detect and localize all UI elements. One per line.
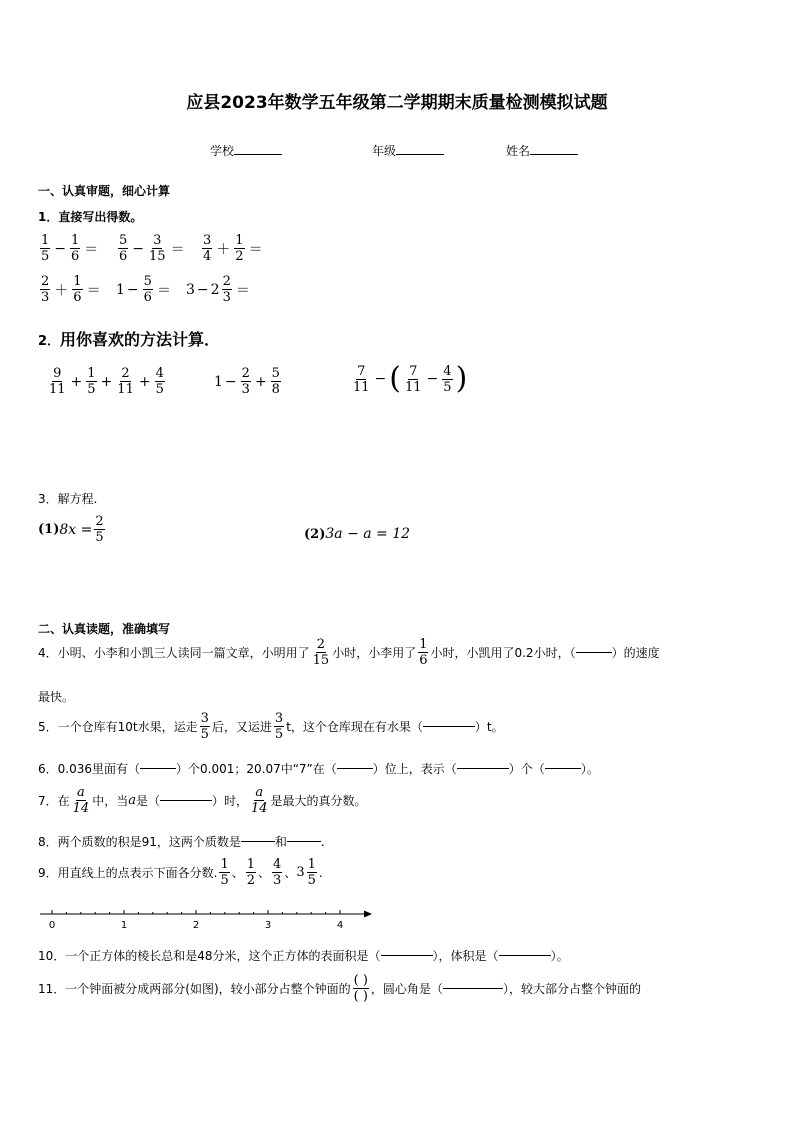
q1-label: 1．直接写出得数。 [38,210,143,224]
q2-expr2: 1 − $\frac{2}{3}$ + $\frac{5}{8}$ [214,366,280,397]
q6-blank3[interactable] [457,768,509,769]
q4-line1: 4．小明、小李和小凯三人读同一篇文章，小明用了 $\frac{2}{15}$ 小时，小李用了 $\frac{1}{6}$ 小时，小凯用了0.2小时，（ ）的速度 [38,637,660,668]
name-label: 姓名 [506,144,531,158]
number-line-tick-label: 4 [336,920,344,931]
q4-blank[interactable] [576,652,612,653]
q6-blank4[interactable] [545,768,581,769]
q2-expr3: $\frac{7}{11}$ − ( $\frac{7}{11}$ − $\frac{4}{5}$ ) [353,361,468,396]
q11-blank[interactable] [443,988,503,989]
grade-field [372,142,444,159]
q7-blank[interactable] [160,800,212,801]
q1-r1-e3: $\frac{3}{4}$ ＋ $\frac{1}{2}$ ＝ [203,233,263,264]
q10-blank1[interactable] [381,955,433,956]
q1-r2-e1: $\frac{2}{3}$ ＋ $\frac{1}{6}$ ＝ [41,274,101,305]
q10: 10．一个正方体的棱长总和是48分米，这个正方体的表面积是（ ），体积是（ ）。 [38,949,569,963]
page-title: 应县2023年数学五年级第二学期期末质量检测模拟试题 [186,93,608,113]
q6: 6．0.036里面有（ ）个0.001；20.07中“7”在（ ）位上，表示（ ）个（ ）。 [38,762,599,776]
number-line-arrow [364,911,372,918]
q3-p2: (2) 3a − a = 12 [304,526,411,542]
q8-blank2[interactable] [287,841,321,842]
q5: 5．一个仓库有10t水果，运走 $\frac{3}{5}$ 后，又运进 $\frac{3}{5}$ t，这个仓库现在有水果（ ）t。 [38,711,504,742]
q1-r2-e2: 1 − $\frac{5}{6}$ ＝ [116,274,171,305]
number-line-tick-label: 1 [120,920,128,931]
q3-p1: (1) 8x = $\frac{2}{5}$ [38,514,104,545]
number-line-tick-label: 3 [264,920,272,931]
q1-r1-e2: $\frac{5}{6}$ − $\frac{3}{15}$ ＝ [119,233,185,264]
school-field [210,142,282,159]
school-blank[interactable] [234,154,282,155]
q6-blank2[interactable] [337,768,373,769]
q7: 7．在 $\frac{a}{14}$ 中，当 a 是（ ）时， $\frac{a}{14}$ 是最大的真分数。 [38,785,367,816]
name-field [506,142,578,159]
q1-r1-e1: $\frac{1}{5}$ − $\frac{1}{6}$ ＝ [41,233,99,264]
q11: 11．一个钟面被分成两部分(如图)，较小部分占整个钟面的 $\frac{( )}{( )}$ ，圆心角是（ ），较大部分占整个钟面的 [38,973,641,1004]
section1-heading: 一、认真审题，细心计算 [38,184,171,198]
number-line-tick-label: 0 [48,920,56,931]
q2-label: 2．用你喜欢的方法计算． [38,330,221,349]
number-line[interactable] [38,906,378,936]
q2-expr1: $\frac{9}{11}$ + $\frac{1}{5}$ + $\frac{2}{11}$ + $\frac{4}{5}$ [49,366,164,397]
q5-blank[interactable] [423,726,475,727]
grade-label: 年级 [372,144,397,158]
number-line-tick-label: 2 [192,920,200,931]
q8: 8．两个质数的积是91，这两个质数是 和 . [38,834,325,849]
name-blank[interactable] [530,154,578,155]
q10-blank2[interactable] [499,955,551,956]
q4-line2: 最快。 [38,690,75,704]
q8-blank1[interactable] [241,841,275,842]
section2-heading: 二、认真读题，准确填写 [38,622,171,636]
q9: 9．用直线上的点表示下面各分数. $\frac{1}{5}$ 、 $\frac{1}{2}$ 、 $\frac{4}{3}$ 、 3 $\frac{1}{5}$ . [38,857,323,888]
q6-blank1[interactable] [140,768,176,769]
q3-label: 3．解方程. [38,492,98,506]
grade-blank[interactable] [396,154,444,155]
q1-r2-e3: 3 − 2 $\frac{2}{3}$ ＝ [186,274,250,305]
school-label: 学校 [210,144,235,158]
